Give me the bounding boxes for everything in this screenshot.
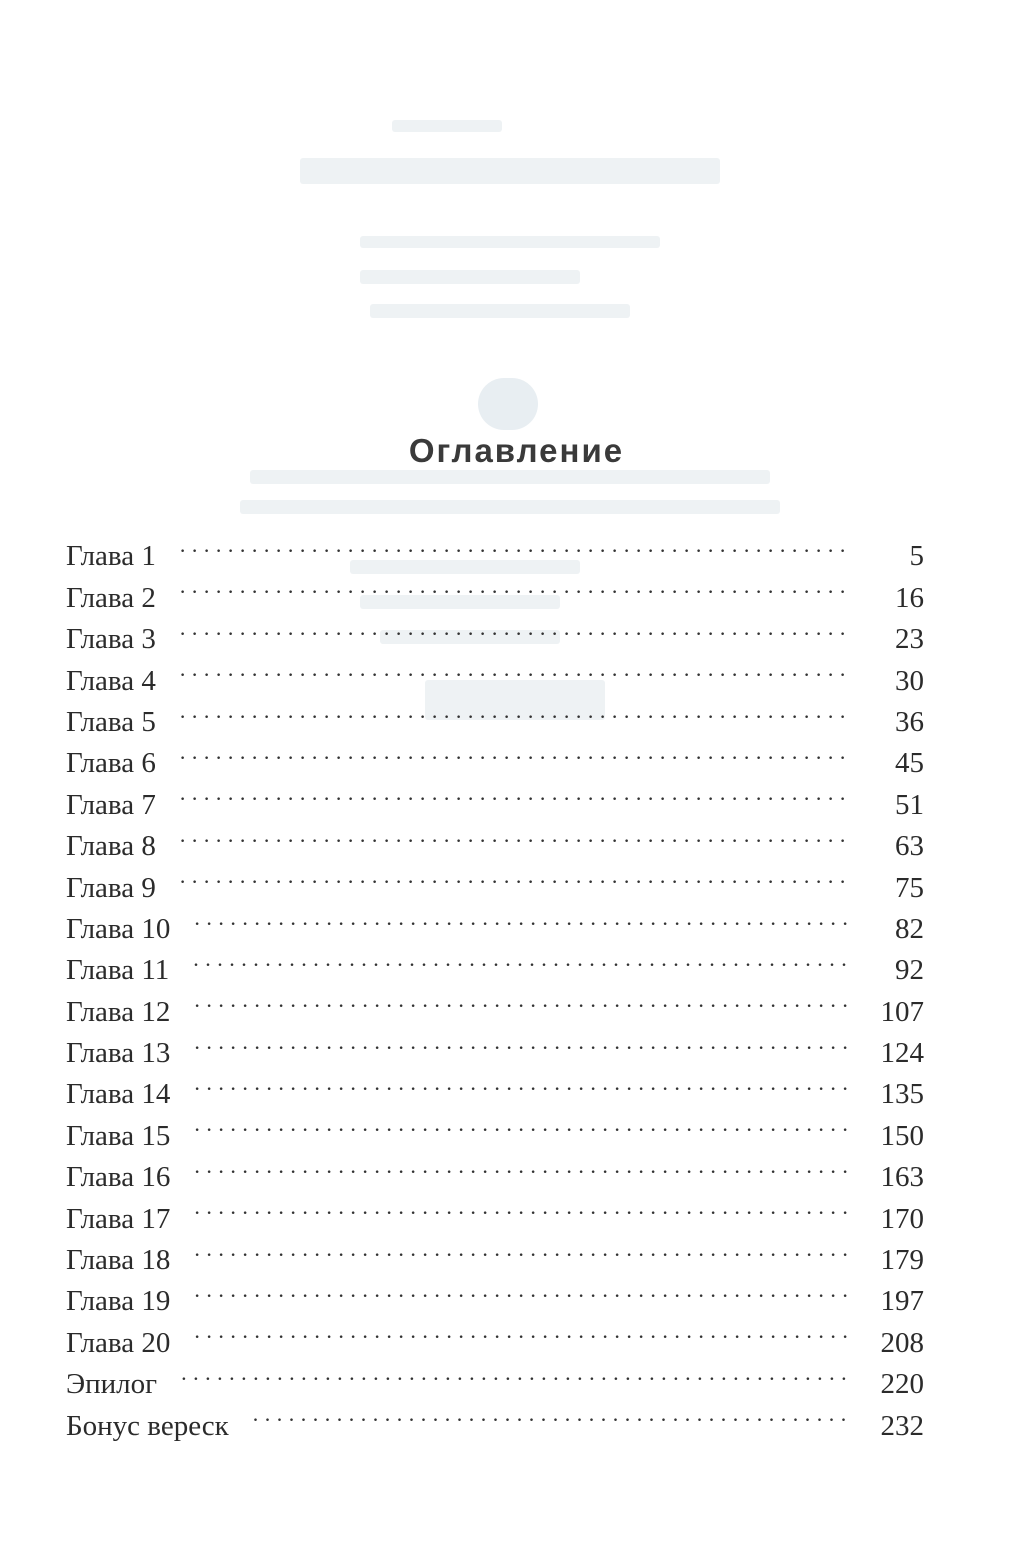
toc-entry-label: Глава 2 <box>66 581 156 614</box>
toc-entry-label: Глава 16 <box>66 1161 171 1194</box>
toc-entry-page-number: 51 <box>895 788 924 821</box>
dot-leader <box>194 1062 852 1103</box>
dot-leader <box>180 690 852 731</box>
dot-leader <box>180 814 852 855</box>
toc-entry <box>66 524 924 573</box>
dot-leader <box>180 855 852 896</box>
toc-entry-label: Глава 20 <box>66 1326 171 1359</box>
toc-entry-label: Глава 11 <box>66 954 170 987</box>
toc-entry-label: Глава 15 <box>66 1119 171 1152</box>
toc-entry-page-number: 220 <box>880 1368 924 1401</box>
dot-leader <box>180 731 852 772</box>
toc-entry <box>66 1062 924 1111</box>
toc-entry <box>66 1269 924 1318</box>
dot-leader <box>193 938 852 979</box>
toc-entry <box>66 1186 924 1235</box>
toc-entry-label: Глава 8 <box>66 830 156 863</box>
dot-leader <box>194 1103 852 1144</box>
page-title: Оглавление <box>408 432 625 469</box>
toc-entry-label: Глава 5 <box>66 705 156 738</box>
toc-entry <box>66 855 924 904</box>
dot-leader <box>181 1352 852 1393</box>
dot-leader <box>194 979 852 1020</box>
toc-entry-page-number: 45 <box>895 747 924 780</box>
toc-entry <box>66 1021 924 1070</box>
toc-entry-page-number: 163 <box>880 1161 924 1194</box>
dot-leader <box>194 1228 852 1269</box>
dot-leader <box>194 1310 852 1351</box>
toc-entry-page-number: 75 <box>895 871 924 904</box>
dot-leader <box>180 607 852 648</box>
toc-entry-label: Глава 18 <box>66 1244 171 1277</box>
toc-entry-page-number: 170 <box>880 1202 924 1235</box>
toc-entry-label: Глава 17 <box>66 1202 171 1235</box>
toc-entry-page-number: 197 <box>880 1285 924 1318</box>
dot-leader <box>194 1186 852 1227</box>
toc-entry-label: Глава 6 <box>66 747 156 780</box>
toc-entry-label: Эпилог <box>66 1368 158 1401</box>
toc-entry <box>66 1352 924 1401</box>
toc-entry <box>66 607 924 656</box>
toc-entry-page-number: 5 <box>909 540 924 573</box>
toc-entry-label: Бонус вереск <box>66 1409 229 1442</box>
toc-entry-label: Глава 7 <box>66 788 156 821</box>
toc-entry <box>66 690 924 738</box>
dot-leader <box>253 1393 852 1434</box>
toc-entry-page-number: 179 <box>880 1244 924 1277</box>
toc-entry <box>66 1228 924 1277</box>
toc-entry <box>66 565 924 614</box>
dot-leader <box>180 772 852 813</box>
toc-entry-page-number: 135 <box>880 1078 924 1111</box>
toc-entry-page-number: 82 <box>895 912 924 945</box>
toc-entry-page-number: 150 <box>880 1119 924 1152</box>
toc-entry <box>66 938 924 987</box>
toc-entry-label: Глава 9 <box>66 871 156 904</box>
toc-entry-page-number: 92 <box>895 954 924 987</box>
toc-entry <box>66 772 924 821</box>
toc-entry-label: Глава 14 <box>66 1078 171 1111</box>
toc-entry-label: Глава 13 <box>66 1037 171 1070</box>
dot-leader <box>180 524 852 565</box>
dot-leader <box>194 897 852 938</box>
toc-entry-page-number: 23 <box>895 623 924 656</box>
toc-entry <box>66 814 924 863</box>
toc-entry-label: Глава 19 <box>66 1285 171 1318</box>
toc-entry-page-number: 124 <box>880 1037 924 1070</box>
toc-entry-label: Глава 12 <box>66 995 171 1028</box>
toc-entry-page-number: 208 <box>880 1326 924 1359</box>
toc-entry <box>66 897 924 945</box>
toc-entry <box>66 1310 924 1359</box>
dot-leader <box>194 1145 852 1186</box>
toc-entry <box>66 1103 924 1152</box>
dot-leader <box>180 565 852 606</box>
toc-entry-label: Глава 4 <box>66 664 156 697</box>
toc-entry-label: Глава 10 <box>66 912 171 945</box>
toc-entry-page-number: 232 <box>880 1409 924 1442</box>
toc-entry <box>66 648 924 697</box>
toc-entry-label: Глава 1 <box>66 540 156 573</box>
toc-entry <box>66 979 924 1028</box>
toc-entry-page-number: 107 <box>880 995 924 1028</box>
toc-entry-label: Глава 3 <box>66 623 156 656</box>
toc-entry <box>66 731 924 780</box>
toc-entry-page-number: 30 <box>895 664 924 697</box>
table-of-contents <box>66 524 924 1442</box>
toc-entry <box>66 1145 924 1194</box>
dot-leader <box>194 1021 852 1062</box>
toc-entry-page-number: 36 <box>895 705 924 738</box>
dot-leader <box>180 648 852 689</box>
toc-entry-page-number: 16 <box>895 581 924 614</box>
toc-entry-page-number: 63 <box>895 830 924 863</box>
toc-entry <box>66 1393 924 1442</box>
dot-leader <box>194 1269 852 1310</box>
